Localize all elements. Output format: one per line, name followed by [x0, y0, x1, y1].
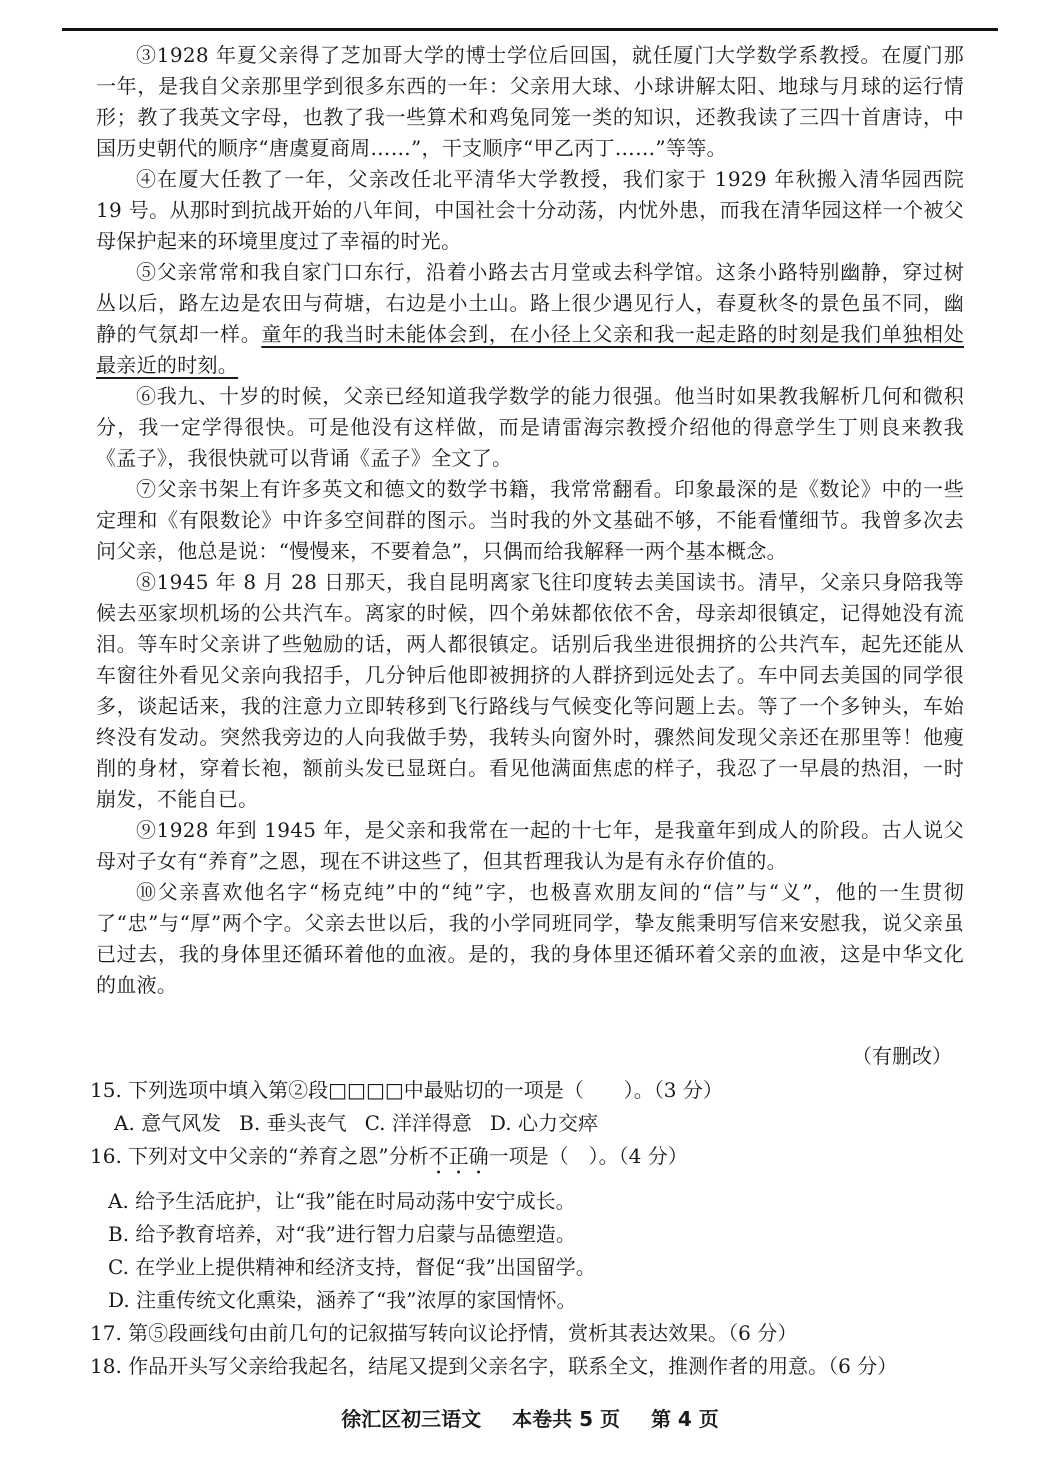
q15-option-c: C. 洋洋得意 [364, 1111, 472, 1135]
paragraph-3: ③1928 年夏父亲得了芝加哥大学的博士学位后回国，就任厦门大学数学系教授。在厦门那一年，是我自父亲那里学到很多东西的一年：父亲用大球、小球讲解太阳、地球与月球的运行情形；教了我英文字母，也教了我一些算术和鸡兔同笼一类的知识，还教我读了三四十首唐诗，中国历史朝代的顺序“唐虞夏商周……”，干支顺序“甲乙丙丁……”等等。 [96, 43, 964, 160]
footer-exam-title: 徐汇区初三语文 [341, 1407, 482, 1431]
question-17: 17. 第⑤段画线句由前几句的记叙描写转向议论抒情，赏析其表达效果。（6 分） [90, 1321, 798, 1345]
paragraph-5-text: ⑤父亲常常和我自家门口东行，沿着小路去古月堂或去科学馆。这条小路特别幽静，穿过树丛以后，路左边是农田与荷塘，右边是小土山。路上很少遇见行人，春夏秋冬的景色虽不同，幽静的气氛却一样。 [96, 260, 964, 346]
q16-option-c: C. 在学业上提供精神和经济支持，督促“我”出国留学。 [108, 1255, 596, 1279]
q15-option-a: A. 意气风发 [114, 1111, 222, 1135]
article-body [96, 40, 964, 1001]
q15-option-b: B. 垂头丧气 [239, 1111, 347, 1135]
question-18: 18. 作品开头写父亲给我起名，结尾又提到父亲名字，联系全文，推测作者的用意。（6 分） [90, 1354, 898, 1378]
question-16-stem [90, 1140, 970, 1179]
q16-option-d: D. 注重传统文化熏染，涵养了“我”浓厚的家国情怀。 [108, 1288, 577, 1312]
paragraph-4: ④在厦大任教了一年，父亲改任北平清华大学教授，我们家于 1929 年秋搬入清华园西院 19 号。从那时到抗战开始的八年间，中国社会十分动荡，内忧外患，而我在清华园这样一个被父母保护起来的环境里度过了幸福的时光。 [96, 167, 964, 253]
q16-option-b: B. 给予教育培养，对“我”进行智力启蒙与品德塑造。 [108, 1222, 576, 1246]
top-rule [62, 28, 998, 31]
paragraph-5-underlined-sentence: 童年的我当时未能体会到，在小径上父亲和我一起走路的时刻是我们单独相处最亲近的时刻。 [96, 322, 964, 377]
question-16-options [90, 1185, 970, 1317]
question-15-stem: 15. 下列选项中填入第②段□□□□中最贴切的一项是（ ）。（3 分） [90, 1078, 723, 1102]
paragraph-9: ⑨1928 年到 1945 年，是父亲和我常在一起的十七年，是我童年到成人的阶段。古人说父母对子女有“养育”之恩，现在不讲这些了，但其哲理我认为是有永存价值的。 [96, 818, 964, 873]
paragraph-5 [96, 257, 964, 381]
paragraph-7: ⑦父亲书架上有许多英文和德文的数学书籍，我常常翻看。印象最深的是《数论》中的一些定理和《有限数论》中许多空间群的图示。当时我的外文基础不够，不能看懂细节。我曾多次去问父亲，他总是说：“慢慢来，不要着急”，只偶而给我解释一两个基本概念。 [96, 477, 964, 563]
q16-stem-after: 一项是（ ）。（4 分） [488, 1144, 688, 1168]
footer-page-total: 本卷共 5 页 [512, 1407, 620, 1431]
paragraph-8: ⑧1945 年 8 月 28 日那天，我自昆明离家飞往印度转去美国读书。清早，父亲只身陪我等候去巫家坝机场的公共汽车。离家的时候，四个弟妹都依依不舍，母亲却很镇定，记得她没有流泪。等车时父亲讲了些勉励的话，两人都很镇定。话别后我坐进很拥挤的公共汽车，起先还能从车窗往外看见父亲向我招手，几分钟后他即被拥挤的人群挤到远处去了。车中同去美国的同学很多，谈起话来，我的注意力立即转移到飞行路线与气候变化等问题上去。等了一个多钟头，车始终没有发动。突然我旁边的人向我做手势，我转头向窗外时，骤然间发现父亲还在那里等！他瘦削的身材，穿着长袍，额前头发已显斑白。看见他满面焦虑的样子，我忍了一早晨的热泪，一时崩发，不能自已。 [96, 570, 964, 811]
q15-option-d: D. 心力交瘁 [489, 1111, 598, 1135]
paragraph-6: ⑥我九、十岁的时候，父亲已经知道我学数学的能力很强。他当时如果教我解析几何和微积分，我一定学得很快。可是他没有这样做，而是请雷海宗教授介绍他的得意学生丁则良来教我《孟子》，我很快就可以背诵《孟子》全文了。 [96, 384, 964, 470]
paragraph-10: ⑩父亲喜欢他名字“杨克纯”中的“纯”字，也极喜欢朋友间的“信”与“义”，他的一生贯彻了“忠”与“厚”两个字。父亲去世以后，我的小学同班同学，挚友熊秉明写信来安慰我，说父亲虽已过去，我的身体里还循环着他的血液。是的，我的身体里还循环着父亲的血液，这是中华文化的血液。 [96, 880, 964, 997]
q16-stem-before: 16. 下列对文中父亲的“养育之恩”分析 [90, 1144, 429, 1168]
q16-stem-emphasis: 不正确 [428, 1144, 489, 1168]
question-15-options [114, 1107, 970, 1140]
footer-page-number: 第 4 页 [650, 1407, 719, 1431]
source-note: （有删改） [852, 1044, 952, 1068]
questions-section [90, 1074, 970, 1383]
page-footer [0, 1403, 1060, 1432]
q16-option-a: A. 给予生活庇护，让“我”能在时局动荡中安宁成长。 [108, 1189, 576, 1213]
